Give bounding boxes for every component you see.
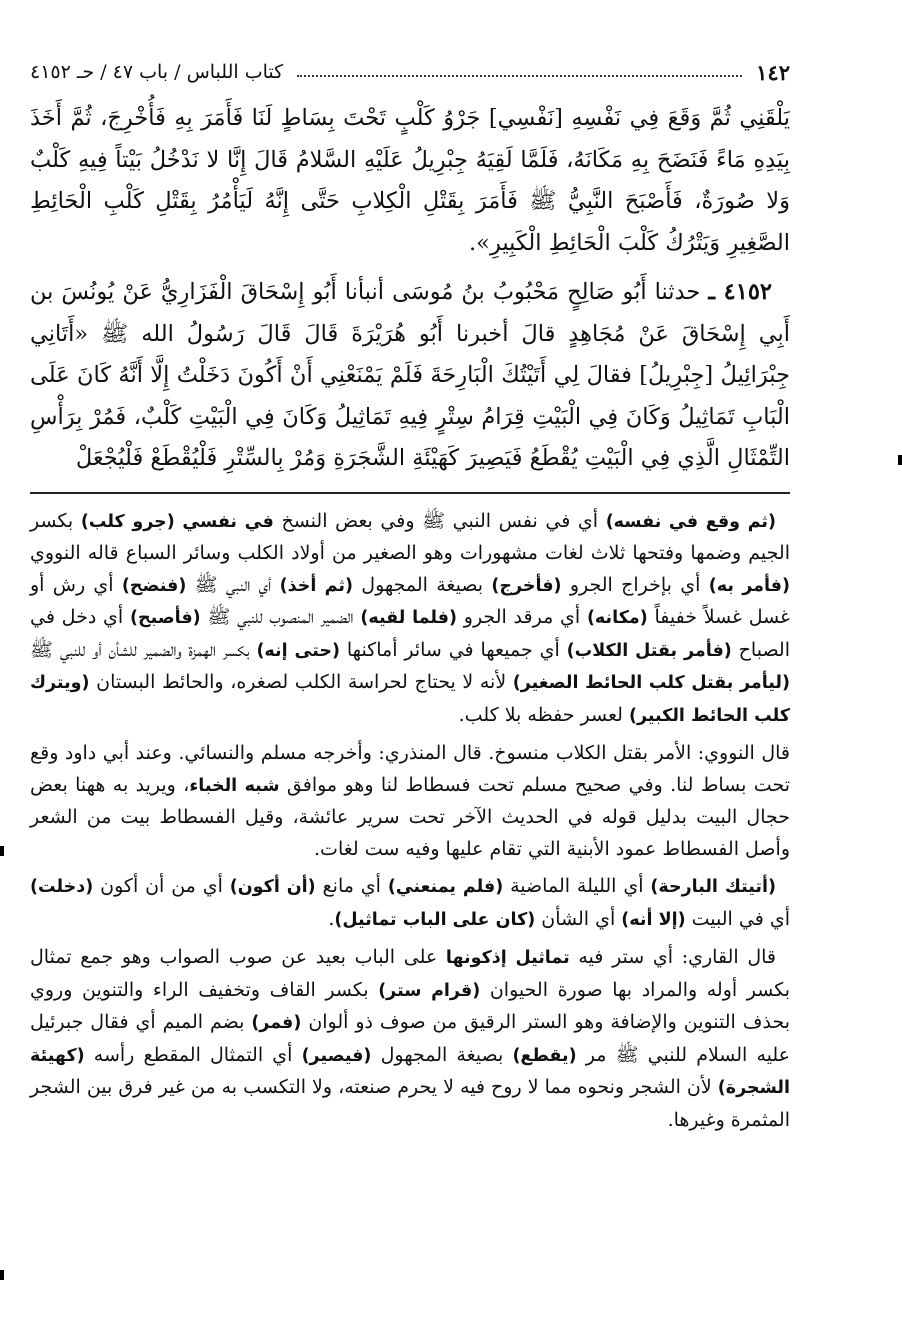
text: لأن الشجر ونحوه مما لا روح فيه لا يحرم صنعته، ولا التكسب به من غير فرق بين الشجر المثمرة وغيرها. <box>30 1076 790 1131</box>
text: لعسر حفظه بلا كلب. <box>458 703 629 726</box>
text: قال القاري: أي ستر فيه <box>569 946 777 968</box>
scan-margin-mark <box>0 846 4 856</box>
text: أي التمثال المقطع رأسه <box>84 1043 302 1066</box>
text: أي في البيت <box>685 907 790 930</box>
keyword: (جرو كلب) <box>80 511 175 532</box>
text: أي بإخراج الجرو <box>561 573 709 596</box>
keyword: (فأمر بقتل الكلاب) <box>566 640 732 661</box>
scan-margin-mark <box>898 455 902 465</box>
keyword: (كهيئة الشجرة) <box>30 1045 790 1098</box>
hadith-number: ٤١٥٢ ـ <box>708 279 773 305</box>
text: بصيغة المجهول <box>371 1043 513 1066</box>
keyword: (فلم يمنعني) <box>387 877 504 897</box>
page-number: ١٤٢ <box>756 59 790 85</box>
text: أي من أن أكون <box>93 875 230 897</box>
keyword: (أتيتك البارحة) <box>650 877 776 897</box>
commentary-paragraph-3 <box>30 871 790 936</box>
header-dotted-leader <box>297 75 742 77</box>
running-header <box>30 50 790 94</box>
keyword: (إلا أنه) <box>621 909 686 930</box>
commentary-paragraph-4 <box>30 942 790 1136</box>
text: أي النبي ﷺ <box>186 573 280 596</box>
text: أي مرقد الجرو <box>457 606 587 628</box>
text: على الباب بعيد عن صوب الصواب وهو جمع تمثال بكسر أوله والمراد بها صورة الحيوان <box>30 946 790 1001</box>
commentary-paragraph-1 <box>30 506 790 733</box>
text: قال النووي: الأمر بقتل الكلاب منسوخ. قال المنذري: وأخرجه مسلم والنسائي. وعند أبي داود وقع تحت بساط لنا. وفي صحيح مسلم تحت فسطاط لنا وهو موافق <box>30 742 790 796</box>
keyword: (فأصبح) <box>129 608 201 628</box>
text: أي دخل في الصباح <box>30 606 790 661</box>
text: بكسر القاف وتخفيف الراء والتنوين وروي بحذف التنوين والإضافة وهو الستر الرقيق من صوف ذو ألوان <box>30 978 790 1033</box>
text: الضمير المنصوب للنبي ﷺ <box>200 606 361 628</box>
keyword: (فمر) <box>251 1013 302 1033</box>
text: بصيغة المجهول <box>352 573 492 596</box>
keyword: (حتى إنه) <box>256 640 341 661</box>
text: أي رش أو غسل غسلاً خفيفاً <box>30 573 790 628</box>
hadith-continuation: يَلْقَنِي ثُمَّ وَقَعَ فِي نَفْسِهِ [نَفْسِي] جَرْوُ كَلْبٍ تَحْتَ بِسَاطٍ لَنَا فَأَمَرَ بِهِ فَأُخْرِجَ، ثُمَّ أَخَذَ بِيَدِهِ مَاءً فَنَضَحَ بِهِ مَكَانَهُ، فَلَمَّا لَقِيَهُ جِبْرِيلُ عَلَيْهِ السَّلامُ قَالَ إِنَّا لا نَدْخُلُ بَيْتاً فِيهِ كَلْبٌ وَلا صُورَةٌ، فَأَصْبَحَ النَّبِيُّ ﷺ فَأَمَرَ بِقَتْلِ الْكِلابِ حَتَّى إِنَّهُ لَيَأْمُرُ بِقَتْلِ كَلْبِ الْحَائِطِ الصَّغِيرِ وَيَتْرُكُ كَلْبَ الْحَائِطِ الْكَبِيرِ». <box>30 105 790 256</box>
hadith-4152 <box>30 272 790 480</box>
text: لأنه لا يحتاج لحراسة الكلب لصغره، والحائط البستان <box>89 671 513 693</box>
text: أي مانع <box>315 875 388 897</box>
footnote-divider <box>30 492 790 494</box>
text: . <box>328 907 335 930</box>
text: أي جميعها في سائر أماكنها <box>340 638 567 661</box>
keyword: (قرام ستر) <box>378 980 481 1001</box>
keyword: (ثم وقع في نفسه) <box>605 511 777 532</box>
keyword: في نفسي <box>182 511 274 532</box>
text: أي في نفس النبي ﷺ وفي بعض النسخ <box>273 509 606 532</box>
keyword: (كان على الباب تماثيل) <box>334 909 536 930</box>
text: بكسر الهمزة والضمير للشأن أو للنبي ﷺ <box>30 638 257 661</box>
document-page <box>30 50 790 1142</box>
keyword: (ثم أخذ) <box>279 575 353 596</box>
running-title: كتاب اللباس / باب ٤٧ / حـ ٤١٥٢ <box>30 61 284 83</box>
commentary <box>30 506 790 1137</box>
scan-margin-mark <box>0 1270 4 1280</box>
text: بكسر الجيم وضمها وفتحها ثلاث لغات مشهورات وهو الصغير من أولاد الكلب وسائر السباع قاله النووي <box>30 509 790 564</box>
keyword: (فنضح) <box>121 575 187 596</box>
keyword: (أن أكون) <box>229 877 316 897</box>
keyword: (دخلت) <box>30 877 94 897</box>
keyword: (فأخرج) <box>491 575 562 596</box>
keyword: (فأمر به) <box>708 575 790 596</box>
keyword: تماثيل إذكونها <box>445 948 570 968</box>
text: أي الليلة الماضية <box>503 875 651 897</box>
keyword: (فيصير) <box>301 1045 372 1066</box>
keyword: شبه الخباء <box>189 775 280 796</box>
text: أي الشأن <box>535 907 622 930</box>
keyword: (ليأمر بقتل كلب الحائط الصغير) <box>512 673 790 693</box>
main-text <box>30 98 790 480</box>
keyword: (مكانه) <box>586 608 648 628</box>
keyword: (يقطع) <box>512 1045 577 1066</box>
commentary-paragraph-2 <box>30 738 790 865</box>
keyword: (ويترك كلب الحائط الكبير) <box>30 673 790 726</box>
keyword: (فلما لقيه) <box>360 608 457 628</box>
text: بضم الميم أي فقال جبرئيل عليه السلام للنبي ﷺ مر <box>30 1011 791 1066</box>
text: ، ويريد به ههنا بعض حجال البيت بدليل قوله في الحديث الآخر تحت سرير عائشة، وقيل الفسطاط بيت من الشعر وأصل الفسطاط عمود الأبنية التي تقام عليها وفيه ست لغات. <box>30 773 790 860</box>
hadith-text: حدثنا أَبُو صَالِحٍ مَحْبُوبُ بنُ مُوسَى أنبأنا أَبُو إِسْحَاقَ الْفَزَارِيُّ عَنْ يُونُسَ بن أَبِي إِسْحَاقَ عَنْ مُجَاهِدٍ قالَ أخبرنا أَبُو هُرَيْرَةَ قَالَ قَالَ رَسُولُ الله ﷺ «أَتَانِي جِبْرَائِيلُ [جِبْرِيلُ] فقالَ لِي أَتَيْتُكَ الْبَارِحَةَ فَلَمْ يَمْنَعْنِي أَنْ أَكُونَ دَخَلْتُ إِلَّا أَنَّهُ كَانَ عَلَى الْبَابِ تَمَاثِيلُ وَكَانَ فِي الْبَيْتِ قِرَامُ سِتْرٍ فِيهِ تَمَاثِيلُ وَكَانَ فِي الْبَيْتِ كَلْبٌ، فَمُرْ بِرَأْسِ التِّمْثَالِ الَّذِي فِي الْبَيْتِ يُقْطَعُ فَيَصِيرَ كَهَيْئَةِ الشَّجَرَةِ وَمُرْ بِالسِّتْرِ فَلْيُقْطَعْ فَلْيُجْعَلْ <box>30 279 790 471</box>
